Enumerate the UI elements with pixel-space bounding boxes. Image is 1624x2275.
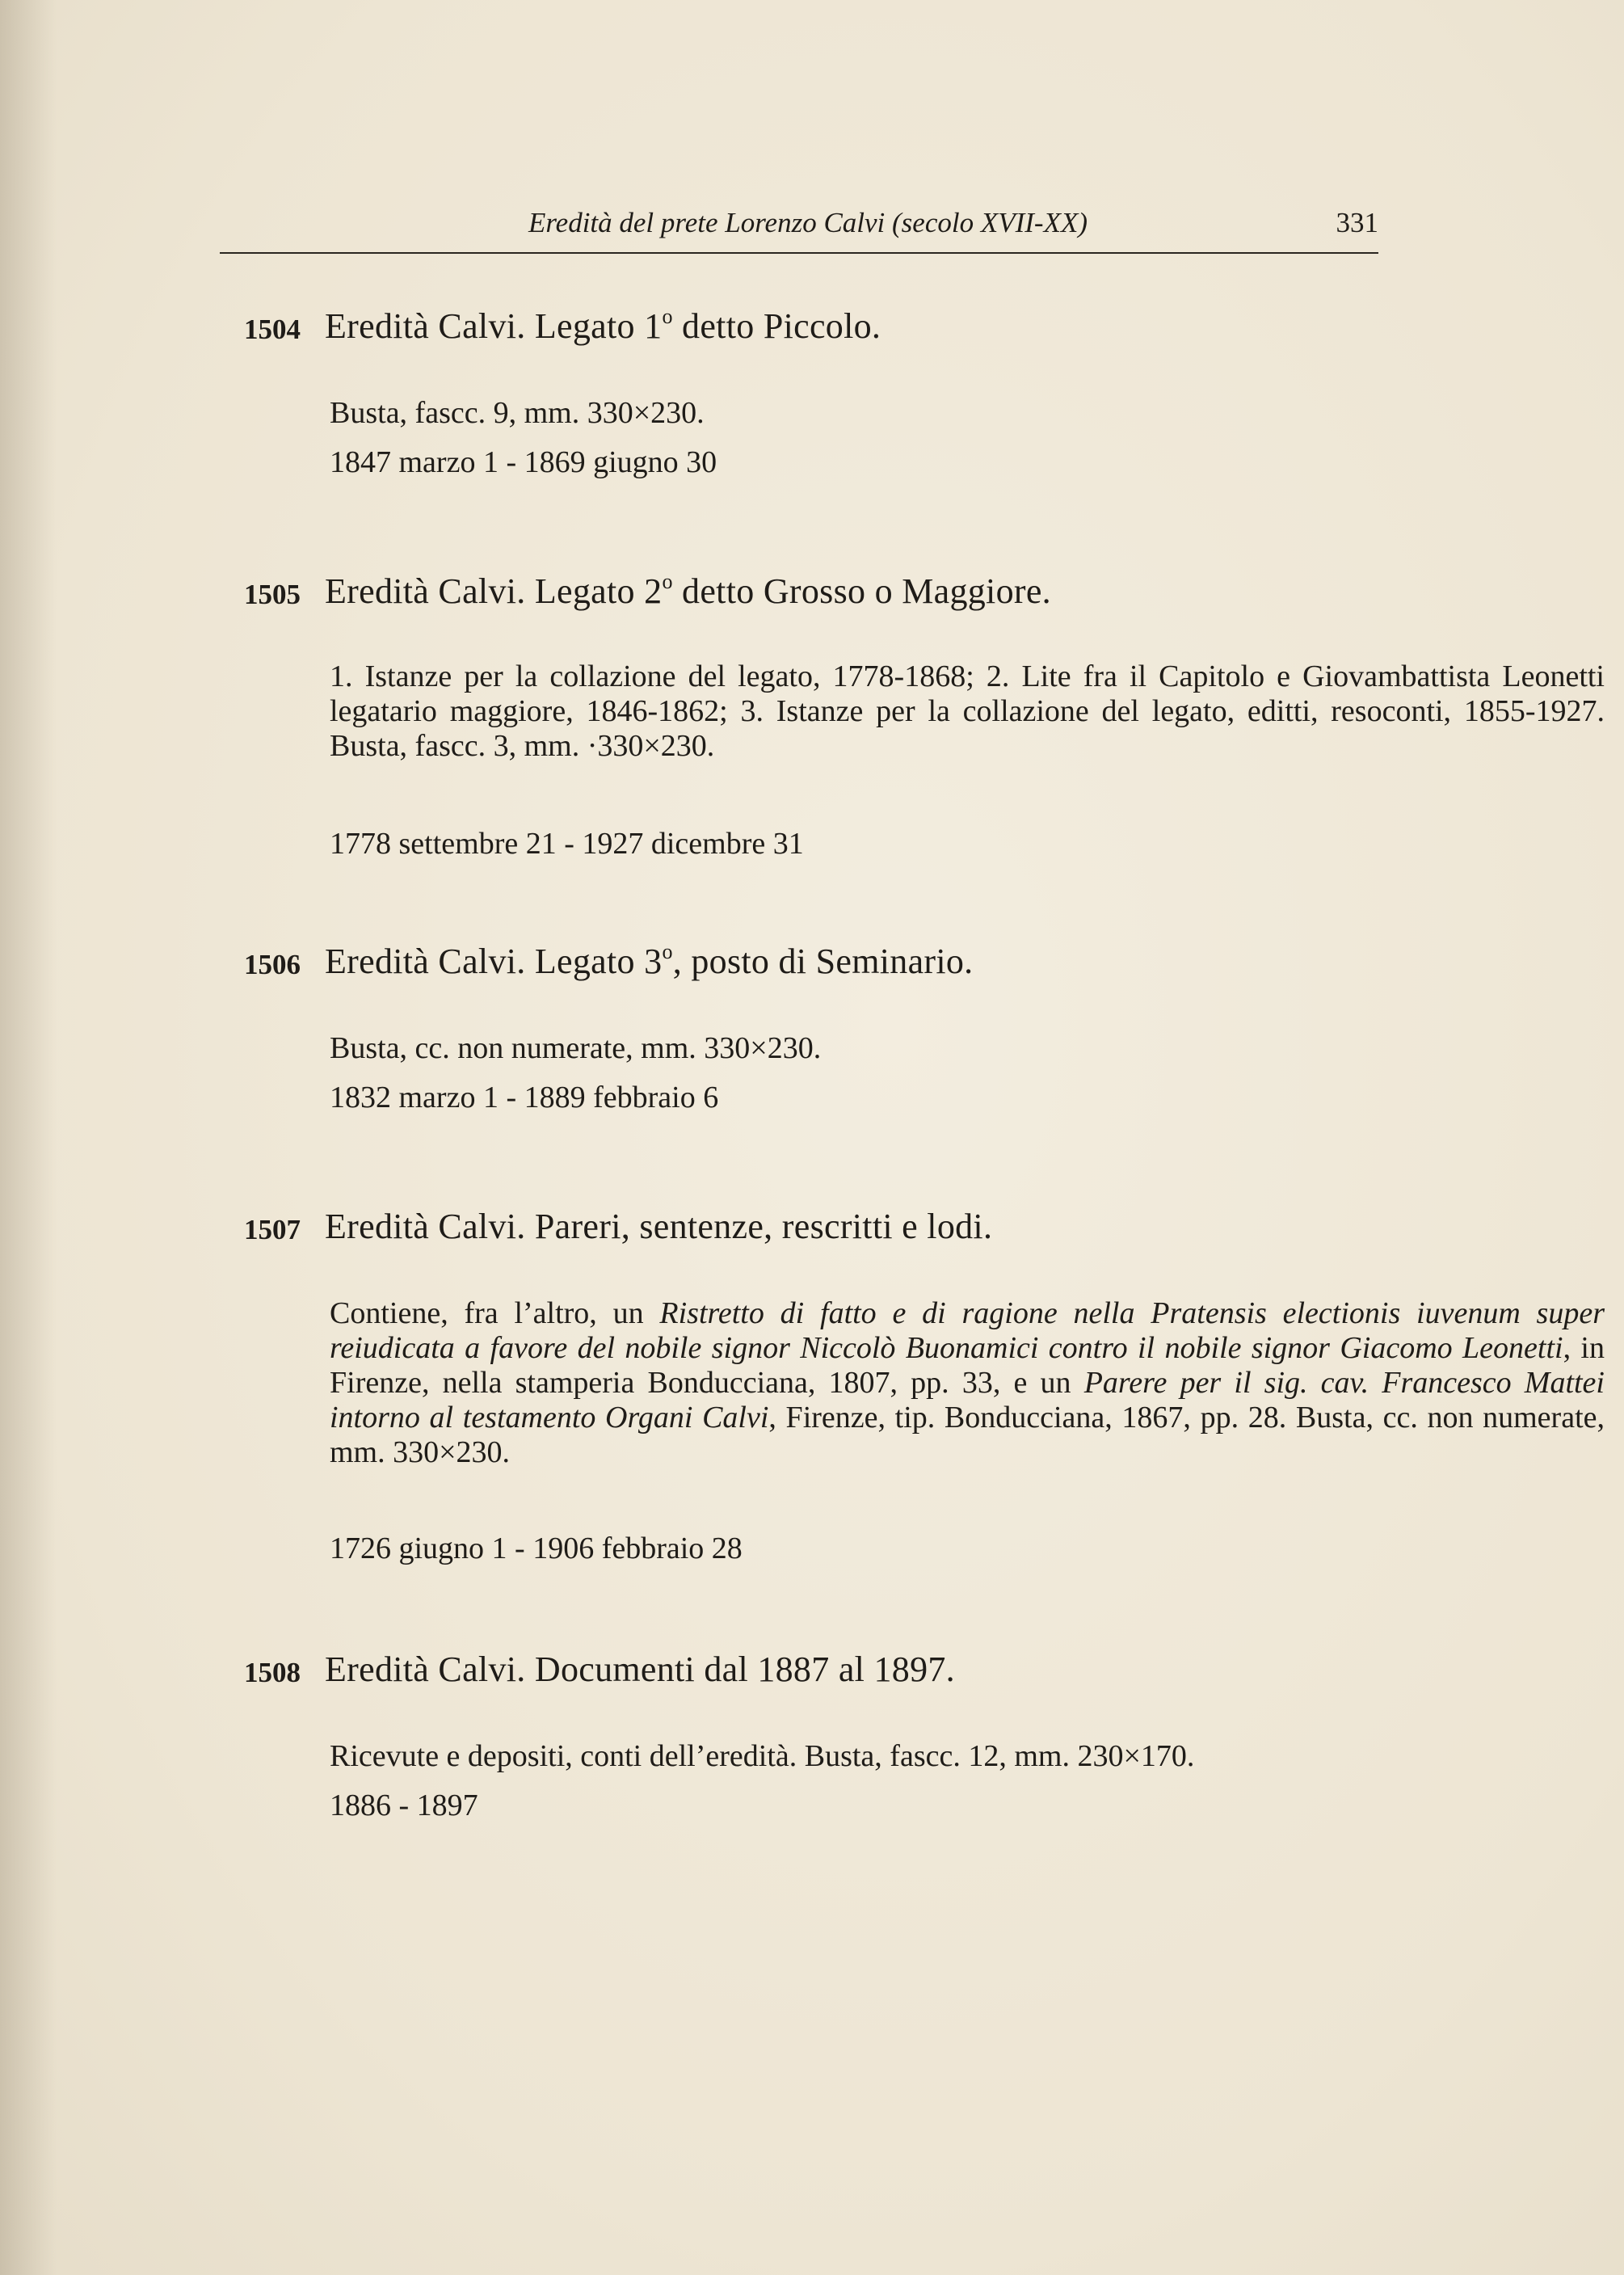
entry-title: Eredità Calvi. Legato 1$^o$ detto Piccolo. xyxy=(325,305,881,346)
running-head xyxy=(220,207,1378,254)
entry-title: Eredità Calvi. Legato 2$^o$ detto Grosso o Maggiore. xyxy=(325,570,1051,611)
entry-number: 1508 xyxy=(244,1657,301,1688)
entry-number: 1505 xyxy=(244,579,301,610)
entry-description: Busta, fascc. 9, mm. 330×230. xyxy=(330,396,705,430)
entry-title: Eredità Calvi. Legato 3$^o$, posto di Seminario. xyxy=(325,940,974,981)
entry-description: 1. Istanze per la collazione del legato, 1778-1868; 2. Lite fra il Capitolo e Giovambattista Leonetti legatario maggiore, 1846-1862; 3. Istanze per la collazione del legato, editti, resoconti, 1855-1927. Busta, fascc. 3, mm. ·330×230. xyxy=(330,659,1605,763)
entry-title: Eredità Calvi. Documenti dal 1887 al 1897. xyxy=(325,1649,955,1689)
entry-number: 1506 xyxy=(244,949,301,980)
cited-title: Parere per il sig. cav. Francesco Mattei intorno al testamento Organi Calvi xyxy=(330,1366,1605,1435)
running-title: Eredità del prete Lorenzo Calvi (secolo XVII-XX) xyxy=(528,207,1088,238)
entry-description: Ricevute e depositi, conti dell’eredità. Busta, fascc. 12, mm. 230×170. xyxy=(330,1739,1195,1773)
entry-number: 1504 xyxy=(244,314,301,345)
cited-title: Ristretto di fatto e di ragione nella Pratensis electionis iuvenum super reiudicata a favore del nobile signor Niccolò Buonamici contro il nobile signor Giacomo Leonetti xyxy=(330,1296,1605,1365)
entry-dates: 1847 marzo 1 - 1869 giugno 30 xyxy=(330,445,717,479)
binding-shadow xyxy=(0,0,57,2275)
page-number: 331 xyxy=(1336,207,1378,238)
entry-description: Busta, cc. non numerate, mm. 330×230. xyxy=(330,1031,822,1065)
entry-dates: 1726 giugno 1 - 1906 febbraio 28 xyxy=(330,1531,743,1565)
entry-dates: 1886 - 1897 xyxy=(330,1788,478,1822)
entry-dates: 1778 settembre 21 - 1927 dicembre 31 xyxy=(330,827,804,861)
entry-description: Contiene, fra l’altro, un Ristretto di fatto e di ragione nella Pratensis electionis iuvenum super reiudicata a favore del nobile signor Niccolò Buonamici contro il nobile signor Giacomo Leonetti, in Firenze, nella stamperia Bonducciana, 1807, pp. 33, e un Parere per il sig. cav. Francesco Mattei intorno al testamento Organi Calvi, Firenze, tip. Bonducciana, 1867, pp. 28. Busta, cc. non numerate, mm. 330×230. xyxy=(330,1296,1605,1469)
entry-title: Eredità Calvi. Pareri, sentenze, rescritti e lodi. xyxy=(325,1207,993,1246)
entry-dates: 1832 marzo 1 - 1889 febbraio 6 xyxy=(330,1081,719,1114)
entry-number: 1507 xyxy=(244,1214,301,1245)
